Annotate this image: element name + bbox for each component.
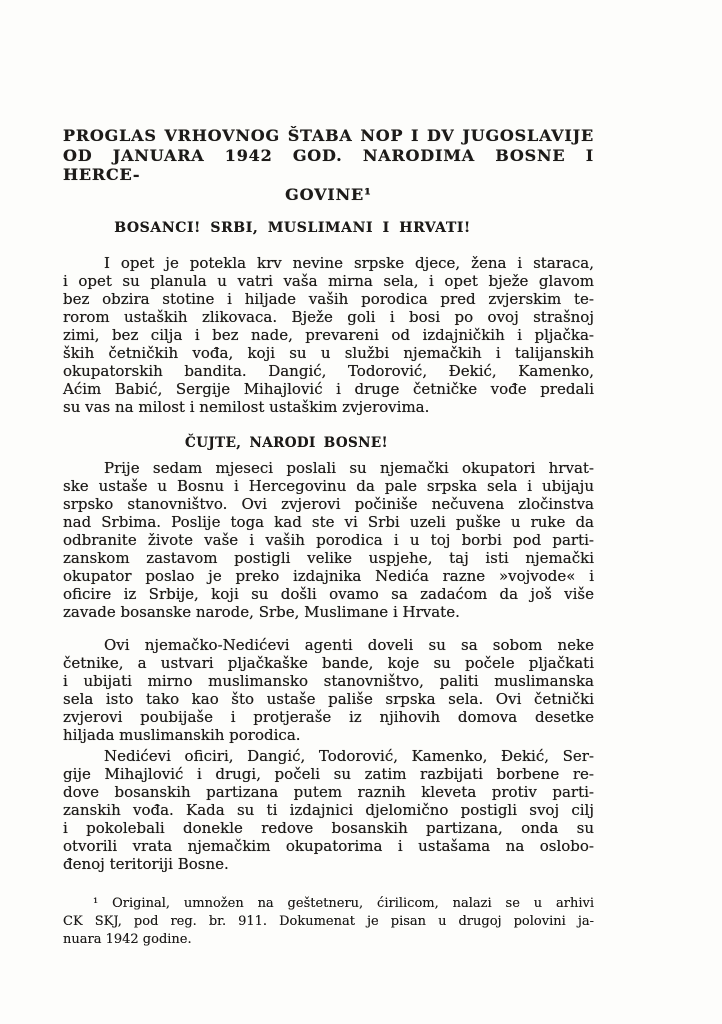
text-line: đenoj teritoriji Bosne. (63, 855, 229, 873)
text-line: zimi, bez cilja i bez nade, prevareni od izdajničkih i pljačka- (63, 326, 594, 344)
text-line: GOVINE¹ (285, 184, 372, 204)
text-line: Ovi njemačko-Nedićevi agenti doveli su sa sobom neke (104, 636, 594, 654)
text-line: okupatorskih bandita. Dangić, Todorović, Đekić, Kamenko, (63, 362, 594, 380)
text-line: Aćim Babić, Sergije Mihajlović i druge četničke vođe predali (63, 380, 594, 398)
text-line: su vas na milost i nemilost ustaškim zvjerovima. (63, 398, 430, 416)
text-line: Prije sedam mjeseci poslali su njemački okupatori hrvat- (104, 459, 594, 477)
text-line: zvjerovi poubijaše i protjeraše iz njihovih domova desetke (63, 708, 594, 726)
text-line: Nedićevi oficiri, Dangić, Todorović, Kamenko, Đekić, Ser- (104, 747, 594, 765)
text-line: CK SKJ, pod reg. br. 911. Dokumenat je pisan u drugoj polovini ja- (63, 914, 594, 929)
text-line: zanskih vođa. Kada su ti izdajnici djelomično postigli svoj cilj (63, 801, 594, 819)
text-line: PROGLAS VRHOVNOG ŠTABA NOP I DV JUGOSLAVIJE (63, 126, 594, 145)
text-line: četnike, a ustvari pljačkaške bande, koje su počele pljačkati (63, 654, 594, 672)
document-title (63, 126, 594, 204)
text-line: zanskom zastavom postigli velike uspjehe, taj isti njemački (63, 549, 594, 567)
text-line: bez obzira stotine i hiljade vaših porodica pred zvjerskim te- (63, 290, 594, 308)
paragraph-2 (63, 459, 594, 621)
footnote (63, 895, 594, 949)
text-line: sela isto tako kao što ustaše pališe srpska sela. Ovi četnički (63, 690, 594, 708)
text-line: nuara 1942 godine. (63, 932, 192, 947)
text-line: otvorili vrata njemačkim okupatorima i ustašama na oslobo- (63, 837, 594, 855)
section-heading: ČUJTE, NARODI BOSNE! (185, 435, 388, 451)
text-line: rorom ustaških zlikovaca. Bježe goli i bosi po ovoj strašnoj (63, 308, 594, 326)
text-line: i pokolebali donekle redove bosanskih partizana, onda su (63, 819, 594, 837)
text-line: ske ustaše u Bosnu i Hercegovinu da pale srpska sela i ubijaju (63, 477, 594, 495)
text-line: hiljada muslimanskih porodica. (63, 726, 301, 744)
text-line: srpsko stanovništvo. Ovi zvjerovi počiniše nečuvena zločinstva (63, 495, 594, 513)
text-line: nad Srbima. Poslije toga kad ste vi Srbi uzeli puške u ruke da (63, 513, 594, 531)
paragraph-4 (63, 747, 594, 873)
text-line: dove bosanskih partizana putem raznih kleveta protiv parti- (63, 783, 594, 801)
text-line: zavade bosanske narode, Srbe, Muslimane i Hrvate. (63, 603, 460, 621)
paragraph-3 (63, 636, 594, 744)
document-subtitle: BOSANCI! SRBI, MUSLIMANI I HRVATI! (114, 220, 471, 236)
text-line: odbranite živote vaše i vaših porodica i u toj borbi pod parti- (63, 531, 594, 549)
text-line: okupator poslao je preko izdajnika Nedića razne »vojvode« i (63, 567, 594, 585)
text-line: i ubijati mirno muslimansko stanovništvo, paliti muslimanska (63, 672, 594, 690)
text-line: i opet su planula u vatri vaša mirna sela, i opet bježe glavom (63, 272, 594, 290)
text-line: ¹ Original, umnožen na geštetneru, ćirilicom, nalazi se u arhivi (93, 896, 594, 911)
text-line: I opet je potekla krv nevine srpske djece, žena i staraca, (104, 254, 594, 272)
text-line: OD JANUARA 1942 GOD. NARODIMA BOSNE I HERCE- (63, 145, 594, 184)
text-line: ških četničkih vođa, koji su u službi njemačkih i talijanskih (63, 344, 594, 362)
text-line: oficire iz Srbije, koji su došli ovamo sa zadaćom da još više (63, 585, 594, 603)
text-line: gije Mihajlović i drugi, počeli su zatim razbijati borbene re- (63, 765, 594, 783)
paragraph-1 (63, 254, 594, 416)
